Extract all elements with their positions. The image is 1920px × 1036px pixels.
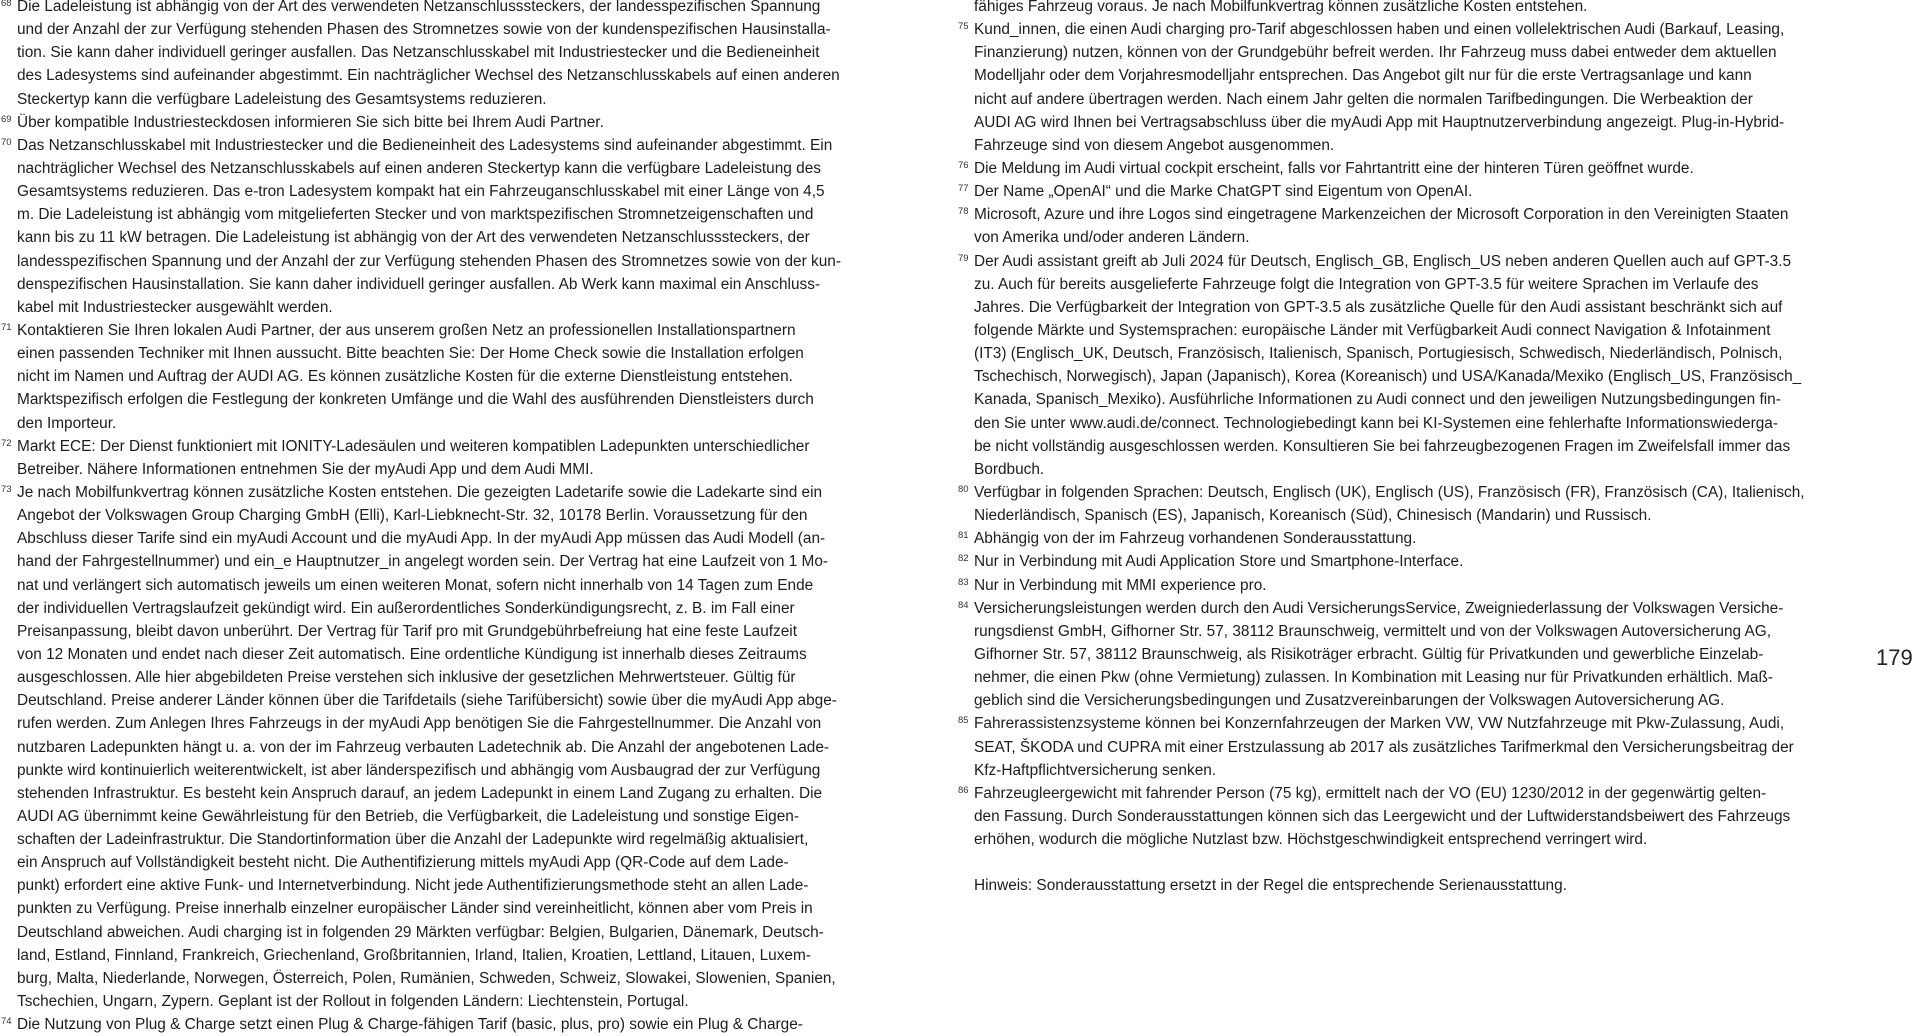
footnote-line <box>974 296 1856 319</box>
footnote-text: Die Ladeleistung ist abhängig von der Art des verwendeten Netzanschlusssteckers, der landesspezifischen Spannung <box>17 0 821 15</box>
footnote-text: einen passenden Techniker mit Ihnen aussucht. Bitte beachten Sie: Der Home Check sowie die Installation erfolgen <box>17 345 804 363</box>
footnote-number: 86 <box>958 784 969 796</box>
footnote-line <box>974 0 1856 18</box>
footnote-line <box>974 874 1856 897</box>
footnote-text: Nur in Verbindung mit Audi Application Store und Smartphone-Interface. <box>974 553 1464 571</box>
footnote-text: Je nach Mobilfunkvertrag können zusätzliche Kosten entstehen. Die gezeigten Ladetarife sowie die Ladekarte sind ein <box>17 483 823 501</box>
page-number: 179 <box>1876 645 1913 670</box>
footnote-line <box>17 851 901 874</box>
footnote-line <box>17 458 901 481</box>
footnote-line <box>17 574 901 597</box>
footnote-text: Über kompatible Industriesteckdosen informieren Sie sich bitte bei Ihrem Audi Partner. <box>17 113 604 131</box>
footnote-text: Tschechisch, Norwegisch), Japan (Japanisch), Korea (Koreanisch) und USA/Kanada/Mexiko (Englisch_US, Französisch_ <box>974 368 1802 386</box>
footnote-text: Gifhorner Str. 57, 38112 Braunschweig, als Risikoträger erbracht. Gültig für Privatkunden und gewerbliche Einzelab- <box>974 645 1764 663</box>
footnote-text: Das Netzanschlusskabel mit Industriestecker und die Bedieneinheit des Ladesystems sind aufeinander abgestimmt. Ein <box>17 136 833 154</box>
footnote-line <box>958 180 1856 203</box>
footnote-text: Kund_innen, die einen Audi charging pro-Tarif abgeschlossen haben und einen vollelektrischen Audi (Barkauf, Leasing, <box>974 21 1785 39</box>
footnote-number: 83 <box>958 576 969 588</box>
footnote-text: rufen werden. Zum Anlegen Ihres Fahrzeugs in der myAudi App benötigen Sie die Fahrgestellnummer. Die Anzahl von <box>17 715 822 733</box>
footnote-text: schaften der Ladeinfrastruktur. Die Standortinformation über die Anzahl der Ladepunkte wird regelmäßig aktualisiert, <box>17 831 809 849</box>
footnote-text: Modelljahr oder dem Vorjahresmodelljahr entsprechen. Das Angebot gilt nur für die erste Vertragsanlage und kann <box>974 67 1752 85</box>
footnote-line <box>1 111 901 134</box>
footnote-line <box>17 782 901 805</box>
footnote-number: 76 <box>958 159 969 171</box>
footnote-line <box>17 689 901 712</box>
footnote-line <box>974 504 1856 527</box>
footnote-line <box>974 134 1856 157</box>
footnote-line <box>17 296 901 319</box>
footnote-text: des Ladesystems sind aufeinander abgestimmt. Ein nachträglicher Wechsel des Netzanschlusskabels auf einen anderen <box>17 67 840 85</box>
footnote-line <box>17 759 901 782</box>
footnote-line <box>974 805 1856 828</box>
footnote-text: Die Nutzung von Plug & Charge setzt einen Plug & Charge-fähigen Tarif (basic, plus, pro) sowie ein Plug & Charge- <box>17 1016 803 1034</box>
footnote-line <box>974 226 1856 249</box>
footnote-text: und der Anzahl der zur Verfügung stehenden Phasen des Stromnetzes sowie von der kundenspezifischen Hausinstalla- <box>17 21 831 39</box>
footnote-text: Abhängig von der im Fahrzeug vorhandenen Sonderausstattung. <box>974 530 1417 548</box>
footnote-line <box>974 111 1856 134</box>
footnote-text: AUDI AG übernimmt keine Gewährleistung für den Betrieb, die Verfügbarkeit, die Ladeleistung und sonstige Eigen- <box>17 807 799 825</box>
footnote-text: Versicherungsleistungen werden durch den Audi VersicherungsService, Zweigniederlassung der Volkswagen Versiche- <box>974 599 1784 617</box>
footnote-text: kabel mit Industriestecker ausgewählt werden. <box>17 298 333 316</box>
footnote-line <box>958 527 1856 550</box>
footnote-line <box>974 342 1856 365</box>
footnote-text: erhöhen, wodurch die mögliche Nutzlast bzw. Höchstgeschwindigkeit entsprechend verringert wird. <box>974 831 1648 849</box>
footnote-line <box>17 388 901 411</box>
footnote-line <box>958 782 1856 805</box>
footnote-number: 85 <box>958 715 969 727</box>
footnote-line <box>958 18 1856 41</box>
footnote-text: denspezifischen Hausinstallation. Sie kann daher individuell geringer ausfallen. Ab Werk kann maximal ein Anschluss- <box>17 275 821 293</box>
footnote-text: Der Name „OpenAI“ und die Marke ChatGPT sind Eigentum von OpenAI. <box>974 183 1473 201</box>
footnote-line <box>958 250 1856 273</box>
footnote-line <box>17 643 901 666</box>
footnote-number: 84 <box>958 599 969 611</box>
footnote-text: Marktspezifisch erfolgen die Festlegung der konkreten Umfänge und die Wahl des ausführenden Dienstleisters durch <box>17 391 814 409</box>
footnote-line <box>958 550 1856 573</box>
footnote-line <box>974 458 1856 481</box>
footnote-text: Hinweis: Sonderausstattung ersetzt in der Regel die entsprechende Serienausstattung. <box>974 877 1567 895</box>
footnote-text: von 12 Monaten und endet nach dieser Zeit automatisch. Eine ordentliche Kündigung ist innerhalb dieses Zeitraums <box>17 645 807 663</box>
footnote-text: Deutschland abweichen. Audi charging ist in folgenden 29 Märkten verfügbar: Belgien, Bulgarien, Dänemark, Deutsch- <box>17 923 824 941</box>
footnote-text: den Sie unter www.audi.de/connect. Technologiebedingt kann bei KI-Systemen eine fehlerhafte Informationswiederga- <box>974 414 1778 432</box>
footnote-text: Finanzierung) nutzen, können von der Grundgebühr befreit werden. Ihr Fahrzeug muss dabei entweder dem aktuellen <box>974 44 1777 62</box>
footnote-line <box>1 0 901 18</box>
footnote-line <box>17 666 901 689</box>
footnote-line <box>17 342 901 365</box>
footnote-text: (IT3) (Englisch_UK, Deutsch, Französisch, Italienisch, Spanisch, Portugiesisch, Schwedisch, Niederländisch, Polnisch, <box>974 345 1783 363</box>
footnote-text: Tschechien, Ungarn, Zypern. Geplant ist der Rollout in folgenden Ländern: Liechtenstein, Portugal. <box>17 993 689 1011</box>
footnote-text: Gesamtsystems reduzieren. Das e-tron Ladesystem kompakt hat ein Fahrzeuganschlusskabel mit einer Länge von 4,5 <box>17 183 825 201</box>
footnote-number: 71 <box>1 321 12 333</box>
footnote-line <box>1 435 901 458</box>
footnote-text: landesspezifischen Spannung und der Anzahl der zur Verfügung stehenden Phasen des Stromnetzes sowie von der kun- <box>17 252 841 270</box>
footnote-text: zu. Auch für bereits ausgelieferte Fahrzeuge folgt die Integration von GPT-3.5 für weitere Sprachen im Verlaufe des <box>974 275 1759 293</box>
footnote-line <box>958 481 1856 504</box>
footnote-text: nutzbaren Ladepunkten hängt u. a. von der im Fahrzeug verbauten Ladetechnik ab. Die Anzahl der angebotenen Lade- <box>17 738 830 756</box>
footnote-text: ein Anspruch auf Vollständigkeit besteht nicht. Die Authentifizierung mittels myAudi App (QR-Code auf dem Lade- <box>17 854 789 872</box>
footnote-line <box>17 967 901 990</box>
footnote-text: Steckertyp kann die verfügbare Ladeleistung des Gesamtsystems reduzieren. <box>17 90 547 108</box>
footnote-text: Bordbuch. <box>974 460 1045 478</box>
footnote-line <box>974 319 1856 342</box>
footnotes-left-column <box>1 0 901 1036</box>
footnote-line <box>974 88 1856 111</box>
footnote-line <box>1 481 901 504</box>
footnote-text: Kontaktieren Sie Ihren lokalen Audi Partner, der aus unserem großen Netz an professionellen Installationspartnern <box>17 321 796 339</box>
footnote-line <box>17 736 901 759</box>
footnote-number: 80 <box>958 483 969 495</box>
footnote-number: 78 <box>958 206 969 218</box>
footnote-line <box>974 273 1856 296</box>
footnote-line <box>17 157 901 180</box>
footnote-line <box>974 365 1856 388</box>
footnotes-right-column <box>958 0 1856 897</box>
footnote-text: den Fassung. Durch Sonderausstattungen können sich das Leergewicht und der Luftwiderstandsbeiwert des Fahrzeugs <box>974 807 1791 825</box>
footnote-line <box>974 388 1856 411</box>
footnote-line <box>974 851 1856 874</box>
footnote-line <box>974 828 1856 851</box>
footnote-text: Der Audi assistant greift ab Juli 2024 für Deutsch, Englisch_GB, Englisch_US neben anderen Quellen auch auf GPT-3.5 <box>974 252 1792 270</box>
footnote-line <box>17 828 901 851</box>
footnote-line <box>17 64 901 87</box>
footnote-text: land, Estland, Finnland, Frankreich, Griechenland, Großbritannien, Irland, Italien, Kroatien, Lettland, Litauen, Luxem- <box>17 946 811 964</box>
footnote-text: Deutschland. Preise anderer Länder können über die Tarifdetails (siehe Tarifübersicht) sowie über die myAudi App abge- <box>17 692 837 710</box>
footnote-line <box>17 712 901 735</box>
footnote-text: den Importeur. <box>17 414 117 432</box>
footnote-text: Verfügbar in folgenden Sprachen: Deutsch, Englisch (UK), Englisch (US), Französisch (FR), Französisch (CA), Italienisch, <box>974 483 1805 501</box>
footnote-line <box>17 874 901 897</box>
footnote-line <box>974 666 1856 689</box>
footnote-line <box>17 412 901 435</box>
footnote-line <box>17 203 901 226</box>
footnote-number: 70 <box>1 136 12 148</box>
footnote-text: Markt ECE: Der Dienst funktioniert mit IONITY-Ladesäulen und weiteren kompatiblen Ladepunkten unterschiedlicher <box>17 437 810 455</box>
footnote-line <box>17 180 901 203</box>
footnote-number: 69 <box>1 113 12 125</box>
footnote-text: Fahrzeugleergewicht mit fahrender Person (75 kg), ermittelt nach der VO (EU) 1230/2012 in der gegenwärtig gelten- <box>974 784 1767 802</box>
footnote-line <box>1 134 901 157</box>
footnote-line <box>974 620 1856 643</box>
footnote-text: kann bis zu 11 kW betragen. Die Ladeleistung ist abhängig von der Art des verwendeten Netzanschlusssteckers, der <box>17 229 810 247</box>
footnote-text: AUDI AG wird Ihnen bei Vertragsabschluss über die myAudi App mit Hauptnutzerverbindung angezeigt. Plug-in-Hybrid- <box>974 113 1785 131</box>
footnote-line <box>17 88 901 111</box>
footnote-line <box>17 18 901 41</box>
footnote-number: 82 <box>958 553 969 565</box>
footnote-text: von Amerika und/oder anderen Ländern. <box>974 229 1250 247</box>
footnote-text: Fahrerassistenzsysteme können bei Konzernfahrzeugen der Marken VW, VW Nutzfahrzeuge mit Pkw-Zulassung, Audi, <box>974 715 1785 733</box>
footnote-line <box>974 643 1856 666</box>
footnote-line <box>974 689 1856 712</box>
footnote-line <box>17 921 901 944</box>
footnote-text: Niederländisch, Spanisch (ES), Japanisch, Koreanisch (Süd), Chinesisch (Mandarin) und Russisch. <box>974 507 1652 525</box>
footnote-line <box>17 527 901 550</box>
footnote-text: Abschluss dieser Tarife sind ein myAudi Account und die myAudi App. In der myAudi App müssen das Audi Modell (an- <box>17 530 826 548</box>
footnote-line <box>17 620 901 643</box>
footnote-text: folgende Märkte und Systemsprachen: europäische Länder mit Verfügbarkeit Audi connect Navigation & Infotainment <box>974 321 1771 339</box>
footnote-text: geblich sind die Versicherungsbedingungen und Zusatzvereinbarungen der Volkswagen Autoversicherung AG. <box>974 692 1725 710</box>
footnote-text: nicht im Namen und Auftrag der AUDI AG. Es können zusätzliche Kosten für die externe Dienstleistung entstehen. <box>17 368 793 386</box>
footnote-line <box>974 64 1856 87</box>
footnote-line <box>974 412 1856 435</box>
footnote-text: Betreiber. Nähere Informationen entnehmen Sie der myAudi App und dem Audi MMI. <box>17 460 594 478</box>
footnote-text: Preisanpassung, bleibt davon unberührt. Der Vertrag für Tarif pro mit Grundgebührbefreiung hat eine feste Laufzeit <box>17 622 797 640</box>
footnote-line <box>17 550 901 573</box>
footnote-line <box>17 897 901 920</box>
footnote-line <box>17 250 901 273</box>
footnote-text: der individuellen Vertragslaufzeit gekündigt wird. Ein außerordentliches Sonderkündigungsrecht, z. B. im Fall einer <box>17 599 795 617</box>
footnote-line <box>1 319 901 342</box>
footnote-text: punkt) erfordert eine aktive Funk- und Internetverbindung. Nicht jede Authentifizierungsmethode steht an allen Lade- <box>17 877 809 895</box>
footnote-line <box>974 736 1856 759</box>
footnote-text: nicht auf andere übertragen werden. Nach einem Jahr gelten die normalen Tarifbedingungen. Die Werbeaktion der <box>974 90 1753 108</box>
footnote-number: 73 <box>1 483 12 495</box>
footnote-line <box>17 41 901 64</box>
footnote-number: 81 <box>958 530 969 542</box>
footnote-line <box>958 157 1856 180</box>
footnote-text: ausgeschlossen. Alle hier abgebildeten Preise verstehen sich inklusive der gesetzlichen Mehrwertsteuer. Gültig für <box>17 669 796 687</box>
footnote-line <box>17 365 901 388</box>
footnote-line <box>974 759 1856 782</box>
footnote-text: burg, Malta, Niederlande, Norwegen, Österreich, Polen, Rumänien, Schweden, Schweiz, Slowakei, Slowenien, Spanien, <box>17 969 836 987</box>
footnote-line <box>958 203 1856 226</box>
footnote-text: Microsoft, Azure und ihre Logos sind eingetragene Markenzeichen der Microsoft Corporation in den Vereinigten Staaten <box>974 206 1789 224</box>
footnote-text: Nur in Verbindung mit MMI experience pro. <box>974 576 1267 594</box>
footnote-text: be nicht vollständig ausgeschlossen werden. Konsultieren Sie bei fahrzeugbezogenen Fragen im Zweifelsfall immer das <box>974 437 1791 455</box>
footnote-line <box>17 226 901 249</box>
footnote-text: SEAT, ŠKODA und CUPRA mit einer Erstzulassung ab 2017 als zusätzliches Tarifmerkmal den Versicherungsbeitrag der <box>974 738 1794 756</box>
footnote-text: nehmer, die einen Pkw (ohne Vermietung) zulassen. In Kombination mit Leasing nur für Privatkunden erhältlich. Maß- <box>974 669 1774 687</box>
footnote-text: Angebot der Volkswagen Group Charging GmbH (Elli), Karl-Liebknecht-Str. 32, 10178 Berlin. Voraussetzung für den <box>17 507 808 525</box>
footnote-line <box>17 990 901 1013</box>
footnote-line <box>17 944 901 967</box>
footnote-text: m. Die Ladeleistung ist abhängig vom mitgelieferten Stecker und von marktspezifischen Stromnetzeigenschaften und <box>17 206 814 224</box>
footnote-text: Fahrzeuge sind von diesem Angebot ausgenommen. <box>974 136 1335 154</box>
footnote-text: Kanada, Spanisch_Mexiko). Ausführliche Informationen zu Audi connect und den jeweiligen Nutzungsbedingungen fin- <box>974 391 1781 409</box>
footnote-number: 68 <box>1 0 12 9</box>
footnote-number: 74 <box>1 1016 12 1028</box>
footnote-text: nachträglicher Wechsel des Netzanschlusskabels auf einen anderen Steckertyp kann die verfügbare Ladeleistung des <box>17 159 821 177</box>
footnote-text: Jahres. Die Verfügbarkeit der Integration von GPT-3.5 als zusätzliche Quelle für den Audi assistant beschränkt sich auf <box>974 298 1783 316</box>
footnote-number: 77 <box>958 183 969 195</box>
footnote-text: fähiges Fahrzeug voraus. Je nach Mobilfunkvertrag können zusätzliche Kosten entstehen. <box>974 0 1588 15</box>
footnote-line <box>17 805 901 828</box>
footnote-line <box>958 712 1856 735</box>
footnote-number: 75 <box>958 21 969 33</box>
footnote-number: 72 <box>1 437 12 449</box>
footnote-text: stehenden Infrastruktur. Es besteht kein Anspruch darauf, an jedem Ladepunkt in einem Land Zugang zu erhalten. Die <box>17 784 823 802</box>
footnote-text: punkte wird kontinuierlich weiterentwickelt, ist aber länderspezifisch und abhängig vom Ausbaugrad der zur Verfügung <box>17 761 821 779</box>
footnote-text: punkten zu Verfügung. Preise innerhalb einzelner europäischer Länder sind vereinheitlicht, können aber vom Preis in <box>17 900 813 918</box>
footnote-text: nat und verlängert sich automatisch jeweils um einen weiteren Monat, sofern nicht innerhalb von 14 Tagen zum Ende <box>17 576 814 594</box>
footnote-text: hand der Fahrgestellnummer) und ein_e Hauptnutzer_in angelegt worden sein. Der Vertrag hat eine Laufzeit von 1 Mo- <box>17 553 829 571</box>
footnote-line <box>974 435 1856 458</box>
footnote-line <box>17 504 901 527</box>
footnote-text: Die Meldung im Audi virtual cockpit erscheint, falls vor Fahrtantritt eine der hinteren Türen geöffnet wurde. <box>974 159 1694 177</box>
footnote-text: rungsdienst GmbH, Gifhorner Str. 57, 38112 Braunschweig, vermittelt und von der Volkswagen Autoversicherung AG, <box>974 622 1772 640</box>
footnote-line <box>958 574 1856 597</box>
footnote-line <box>17 597 901 620</box>
footnote-number: 79 <box>958 252 969 264</box>
footnote-text: Kfz-Haftpflichtversicherung senken. <box>974 761 1217 779</box>
footnote-line <box>958 597 1856 620</box>
footnote-line <box>974 41 1856 64</box>
footnote-text: tion. Sie kann daher individuell geringer ausfallen. Das Netzanschlusskabel mit Industriestecker und die Bedieneinheit <box>17 44 820 62</box>
footnote-line <box>17 273 901 296</box>
